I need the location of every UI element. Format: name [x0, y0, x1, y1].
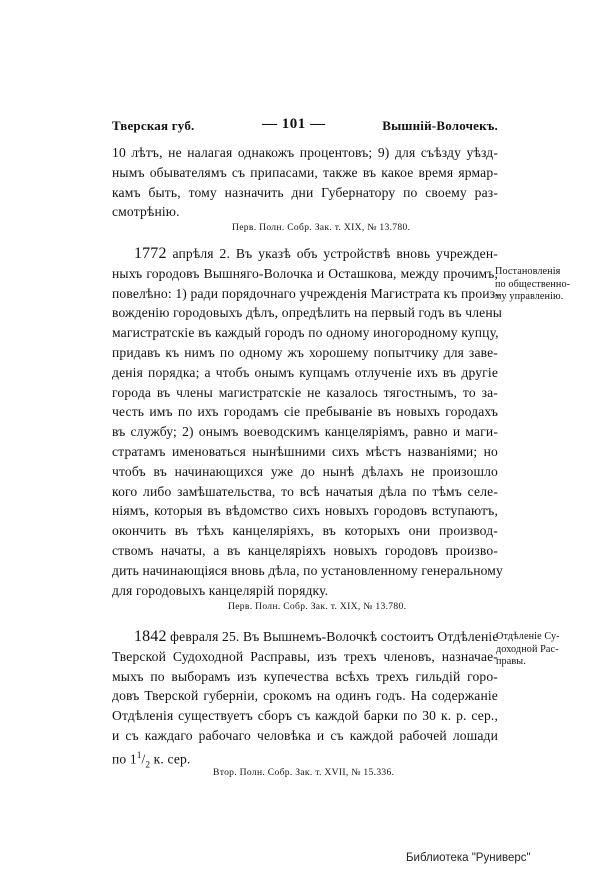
- page-header: [112, 116, 498, 136]
- margin-note-line: Постановленiя: [495, 266, 561, 277]
- text-line: камъ быть, тому назначить дни Губернатору по своему раз-: [112, 184, 498, 200]
- page-number: — 101 —: [262, 116, 326, 132]
- section-1-text: [112, 143, 498, 222]
- text-line: дить начинающiяся вновь дѣла, по установленному генеральному: [112, 562, 504, 578]
- margin-note-public-administration: [495, 266, 570, 304]
- text-line: честь имъ по ихъ городамъ сiе пребыванiе въ новыхъ городахъ: [112, 404, 498, 420]
- text-line: нiямъ, которыя въ вѣдомство сихъ новыхъ городовъ вступаютъ,: [112, 503, 498, 519]
- section-2-source: Перв. Полн. Собр. Зак. т. XIX, № 13.780.: [228, 601, 407, 612]
- fraction-numerator: 1: [136, 749, 142, 760]
- margin-note-line: правы.: [496, 656, 526, 667]
- entry-date: февраля 25.: [170, 629, 240, 644]
- text-line-fraction: по $1^1/_2$ к. сер.: [112, 749, 191, 770]
- fraction-denominator: 2: [145, 759, 151, 770]
- text-line: Тверской Судоходной Расправы, изъ трехъ членовъ, назначае-: [112, 648, 498, 664]
- text-line: денiя порядка; а чтобъ онымъ купцамъ отлученiе ихъ въ другiе: [112, 364, 498, 380]
- text-line: мыхъ по выборамъ изъ купечества всѣхъ трехъ гильдiй горо-: [112, 668, 498, 684]
- text-line: стратамъ именоваться нынѣшними сихъ мѣстъ названiями; но: [112, 443, 498, 459]
- section-1-source: Перв. Полн. Собр. Зак. т. XIX, № 13.780.: [232, 222, 411, 233]
- text-line: ныхъ городовъ Вышняго-Волочка и Осташкова, между прочимъ,: [112, 265, 498, 281]
- entry-date: апрѣля 2.: [172, 246, 231, 261]
- entry-first-line: [112, 244, 498, 264]
- text-line: города въ члены магистратскiе не казалось тягостнымъ, то за-: [112, 384, 498, 400]
- text-line: повелѣно: 1) ради порядочнаго учрежденiя Магистрата къ произ-: [112, 285, 500, 301]
- entry-text: Въ Вышнемъ-Волочкѣ состоитъ Отдѣленiе: [243, 629, 499, 644]
- text-line: Отдѣленiя существуетъ сборъ съ каждой барки по 30 к. р. сер.,: [112, 708, 498, 724]
- text-line: окончить въ тѣхъ канцеляріяхъ, въ которыхъ они производ-: [112, 523, 498, 539]
- header-town: Вышнiй-Волочекъ.: [382, 118, 498, 133]
- margin-note-line: му управленiю.: [495, 291, 564, 302]
- text-line: чтобъ въ начинающихся уже до нынѣ дѣлахъ не произошло: [112, 463, 498, 479]
- text-line: смотрѣнiю.: [112, 204, 180, 220]
- section-3-text: [112, 627, 498, 775]
- entry-year: 1842: [134, 628, 167, 645]
- text-line: кого либо замѣшательства, то всѣ начатыя дѣла по тѣмъ селе-: [112, 483, 498, 499]
- fraction-suffix: к. сер.: [150, 751, 191, 767]
- entry-year: 1772: [134, 245, 167, 262]
- text-line: для городовыхъ канцелярiй порядку.: [112, 582, 329, 598]
- text-line: придавъ къ нимъ по одному жъ хорошему попытчику для заве-: [112, 344, 498, 360]
- header-province: Тверская губ.: [112, 118, 195, 133]
- text-line: магистратскiе въ каждый городъ по одному иногородному купцу,: [112, 325, 499, 341]
- text-line: въ службу; 2) онымъ воеводскимъ канцеляріямъ, равно и маги-: [112, 424, 498, 440]
- margin-note-line: доходной Рас-: [496, 643, 559, 655]
- margin-note-line: по общественно-: [495, 278, 571, 290]
- entry-first-line: [112, 627, 498, 647]
- entry-text: Въ указѣ объ устройствѣ вновь учрежден-: [235, 246, 498, 261]
- section-2-text: [112, 244, 504, 600]
- text-line: и съ каждаго рабочаго человѣка и съ каждой рабочей лошади: [112, 727, 498, 743]
- section-3-source: Втор. Полн. Собр. Зак. т. XVII, № 15.336.: [213, 767, 395, 778]
- text-line: нымъ обывателямъ съ припасами, также въ какое время ярмар-: [112, 164, 498, 180]
- margin-note-line: Отдѣленiе Су-: [496, 631, 560, 642]
- text-line: ствомъ начаты, а въ канцеляріяхъ новыхъ городовъ произво-: [112, 542, 498, 558]
- library-watermark: Библиотека "Руниверс": [406, 852, 531, 864]
- text-line: 10 лѣтъ, не налагая однакожъ процентовъ; 9) для съѣзду уѣзд-: [112, 145, 498, 160]
- text-line: вожденiю городовыхъ дѣлъ, опредѣлить на первый годъ въ члены: [112, 305, 503, 321]
- margin-note-river-court: [496, 631, 560, 669]
- text-line: довъ Тверской губернiи, срокомъ на одинъ годъ. На содержанiе: [112, 688, 498, 704]
- fraction-whole: по 1: [112, 751, 137, 767]
